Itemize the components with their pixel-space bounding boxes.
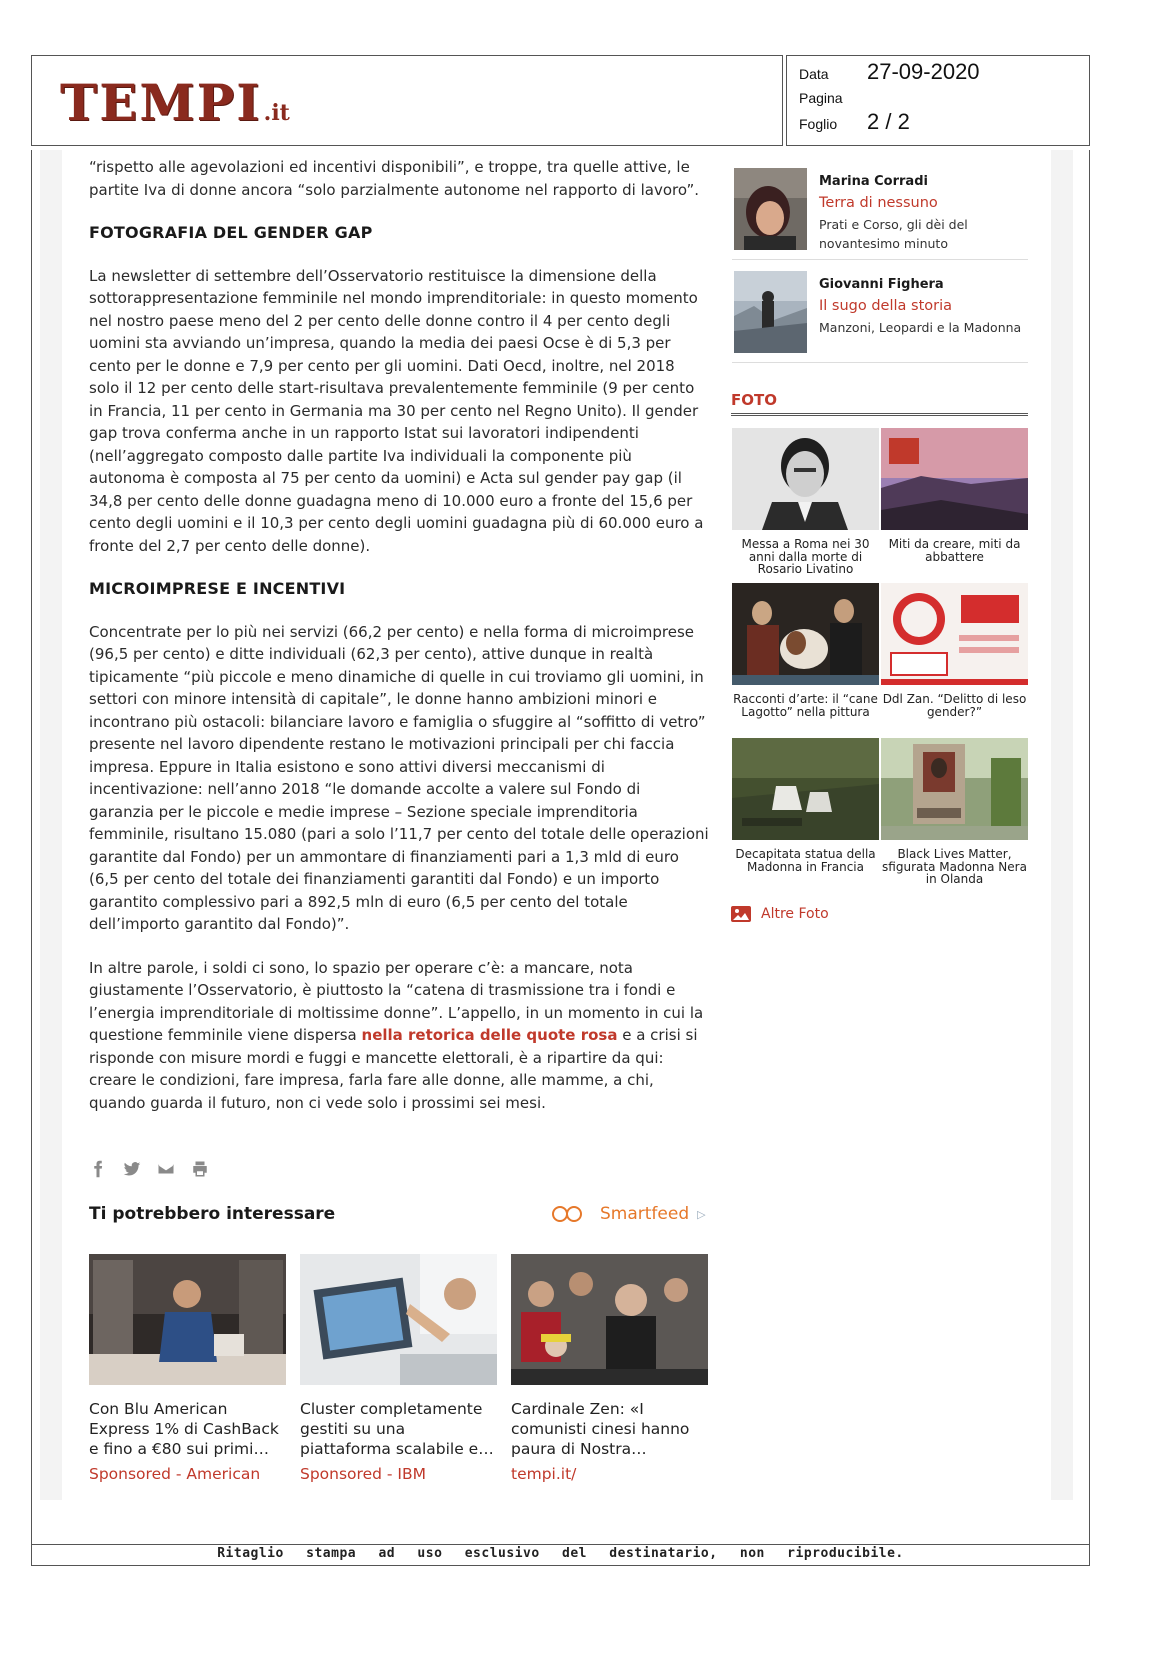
clipping-info — [786, 55, 1090, 146]
logo-domain: .it — [263, 100, 290, 126]
altre-foto-link[interactable] — [731, 906, 829, 922]
smartfeed-brand[interactable] — [552, 1204, 706, 1224]
article-paragraph — [89, 957, 709, 1115]
author-info — [819, 168, 1029, 253]
data-label: Data — [799, 66, 829, 82]
masthead — [31, 55, 783, 146]
card-thumbnail — [511, 1254, 708, 1385]
twitter-icon[interactable] — [123, 1160, 141, 1178]
quote-rosa-link[interactable]: nella retorica delle quote rosa — [361, 1026, 618, 1044]
section-heading: MICROIMPRESE E INCENTIVI — [89, 579, 346, 598]
card-source: Sponsored - IBM — [300, 1465, 426, 1483]
author-info — [819, 271, 1021, 353]
divider — [732, 259, 1028, 260]
photo-gallery — [732, 428, 1028, 893]
recommendation-card[interactable] — [300, 1254, 497, 1483]
gallery-item[interactable] — [732, 738, 879, 893]
card-title: Cardinale Zen: «I comunisti cinesi hanno paura di Nostra… — [511, 1400, 690, 1458]
smartfeed-label: Smartfeed — [600, 1204, 690, 1224]
data-value: 27-09-2020 — [867, 59, 980, 84]
gallery-item[interactable] — [732, 428, 879, 583]
gallery-thumbnail — [732, 738, 879, 840]
foto-rule — [731, 413, 1028, 418]
gallery-item[interactable] — [881, 428, 1028, 583]
foglio-label: Foglio — [799, 116, 838, 132]
gallery-item[interactable] — [881, 583, 1028, 738]
gallery-thumbnail — [881, 583, 1028, 685]
tempi-logo[interactable] — [60, 73, 290, 132]
footer-rule — [31, 1544, 1090, 1545]
gallery-thumbnail — [881, 738, 1028, 840]
facebook-icon[interactable] — [89, 1160, 107, 1178]
altre-foto-label: Altre Foto — [761, 906, 829, 922]
article-paragraph: “rispetto alle agevolazioni ed incentivi disponibili”, e troppe, tra quelle attive, le partite Iva di donne ancora “solo parzialmente autonome nel rapporto di lavoro”. — [89, 158, 700, 199]
gallery-thumbnail — [732, 583, 879, 685]
gallery-item[interactable] — [881, 738, 1028, 893]
card-source: tempi.it/ — [511, 1465, 577, 1483]
pagina-label: Pagina — [799, 90, 843, 106]
print-icon[interactable] — [191, 1160, 209, 1178]
foglio-value: 2 / 2 — [867, 109, 910, 134]
article-body — [89, 156, 709, 1135]
gallery-caption: Decapitata statua della Madonna in Francia — [735, 847, 876, 874]
author-avatar — [734, 168, 807, 250]
image-icon — [731, 906, 751, 922]
gallery-thumbnail — [881, 428, 1028, 530]
page-edge-right — [1051, 150, 1073, 1500]
card-thumbnail — [300, 1254, 497, 1385]
share-bar — [89, 1160, 209, 1178]
gallery-caption: Racconti d’arte: il “cane Lagotto” nella pittura — [733, 692, 878, 719]
section-heading: FOTOGRAFIA DEL GENDER GAP — [89, 223, 373, 242]
mail-icon[interactable] — [157, 1160, 175, 1178]
author-block[interactable] — [734, 271, 1029, 353]
recommendation-card[interactable] — [89, 1254, 286, 1483]
article-paragraph: Concentrate per lo più nei servizi (66,2 per cento) e nella forma di microimprese (96,5 per cento) e ditte individuali (62,3 per cento), attive dunque in realtà tipicamente “più piccole e meno dinamiche di quelle in cui troviamo gli uomini, in settori con minore intensità di capitale”, le donne hanno ambizioni minori e incontrano più ostacoli: bilanciare lavoro e famiglia o sfuggire al “soffitto di vetro” presente nel lavoro dipendente restano le motivazioni principali per chi faccia impresa. Eppure in Italia esistono e sono attivi diversi meccanismi di incentivazione: nell’anno 2018 “le domande accolte a valere sul Fondo di garanzia per le piccole e medie imprese – Sezione speciale imprenditoria femminile, risultano 15.080 (pari a solo l’11,7 per cento del totale delle operazioni garantite dal Fondo) per un ammontare di finanziamenti pari a 1,3 mld di euro (6,5 per cento del totale dei finanziamenti garantiti dal Fondo) e un importo garantito complessivo pari a 892,5 mln di euro (6,5 per cento del totale dell’importo garantito dal Fondo)”. — [89, 622, 709, 933]
author-block[interactable] — [734, 168, 1029, 253]
author-column[interactable]: Terra di nessuno — [819, 195, 938, 211]
recommendations-title: Ti potrebbero interessare — [89, 1204, 336, 1224]
card-thumbnail — [89, 1254, 286, 1385]
card-source: Sponsored - American — [89, 1465, 261, 1483]
gallery-caption: Miti da creare, miti da abbattere — [888, 537, 1021, 564]
author-subtitle[interactable]: Manzoni, Leopardi e la Madonna — [819, 320, 1022, 335]
gallery-item[interactable] — [732, 583, 879, 738]
card-title: Con Blu American Express 1% di CashBack e fino a €80 sui primi… — [89, 1400, 279, 1458]
paragraph-text: e a crisi si risponde con misure mordi e fuggi e mancette elettorali, è a ripartire da qui: creare le condizioni, fare impresa, farla fare alle donne, alle mamme, a chi, quando guarda il futuro, non ci vede solo i prossimi sei mesi. — [89, 1026, 698, 1112]
clipping-notice: Ritaglio stampa ad uso esclusivo del destinatario, non riproducibile. — [217, 1546, 904, 1561]
author-avatar — [734, 271, 807, 353]
recommendation-cards — [89, 1254, 708, 1483]
footer-rule — [31, 1565, 1090, 1566]
author-column[interactable]: Il sugo della storia — [819, 298, 953, 314]
card-title: Cluster completamente gestiti su una piattaforma scalabile e… — [300, 1400, 494, 1458]
recommendation-card[interactable] — [511, 1254, 708, 1483]
smartfeed-logo-icon — [552, 1205, 596, 1223]
gallery-caption: Messa a Roma nei 30 anni dalla morte di Rosario Livatino — [741, 537, 870, 576]
divider — [732, 362, 1028, 363]
article-paragraph: La newsletter di settembre dell’Osservatorio restituisce la dimensione della sottorappresentazione femminile nel mondo imprenditoriale: in questo momento nel nostro paese meno del 2 per cento delle donne contro il 4 per cento degli uomini sta avviando un’impresa, quando la media dei paesi Ocse è di 5,3 per cento per le donne e 7,9 per cento per gli uomini. Dati Oecd, inoltre, nel 2018 solo il 12 per cento delle start-risultava prevalentemente femminile (9 per cento in Francia, 11 per cento in Germania ma 30 per cento nel Regno Unito). Il gender gap trova conferma anche in un rapporto Istat sui lavoratori indipendenti (nell’aggregato composto dalle partite Iva individuali la componente più autonoma è composta al 75 per cento da uomini) e Acta sul gender pay gap (il 34,8 per cento delle donne guadagna meno di 10.000 euro a fronte del 15,6 per cento degli uomini e il 10,3 per cento degli uomini guadagna più di 60.000 euro a fronte del 2,7 per cento delle donne). — [89, 266, 704, 555]
author-name: Giovanni Fighera — [819, 277, 944, 292]
foto-heading: FOTO — [731, 391, 777, 409]
gallery-thumbnail — [732, 428, 879, 530]
page-edge-left — [40, 150, 62, 1500]
paragraph-text: In altre parole, i soldi ci sono, lo spazio per operare c’è: a mancare, nota giustamente l’Osservatorio, è piuttosto la “catena di trasmissione tra i fondi e l’energia imprenditoriale di moltissime donne”. L’appello, in un momento in cui la questione femminile viene dispersa — [89, 958, 704, 1044]
author-name: Marina Corradi — [819, 174, 928, 189]
gallery-caption: Black Lives Matter, sfigurata Madonna Nera in Olanda — [882, 847, 1027, 886]
logo-wordmark: TEMPI — [60, 73, 262, 132]
adchoices-icon[interactable]: ▷ — [697, 1207, 706, 1221]
gallery-caption: Ddl Zan. “Delitto di leso gender?” — [882, 692, 1027, 719]
author-subtitle[interactable]: Prati e Corso, gli dèi del novantesimo minuto — [819, 217, 968, 251]
